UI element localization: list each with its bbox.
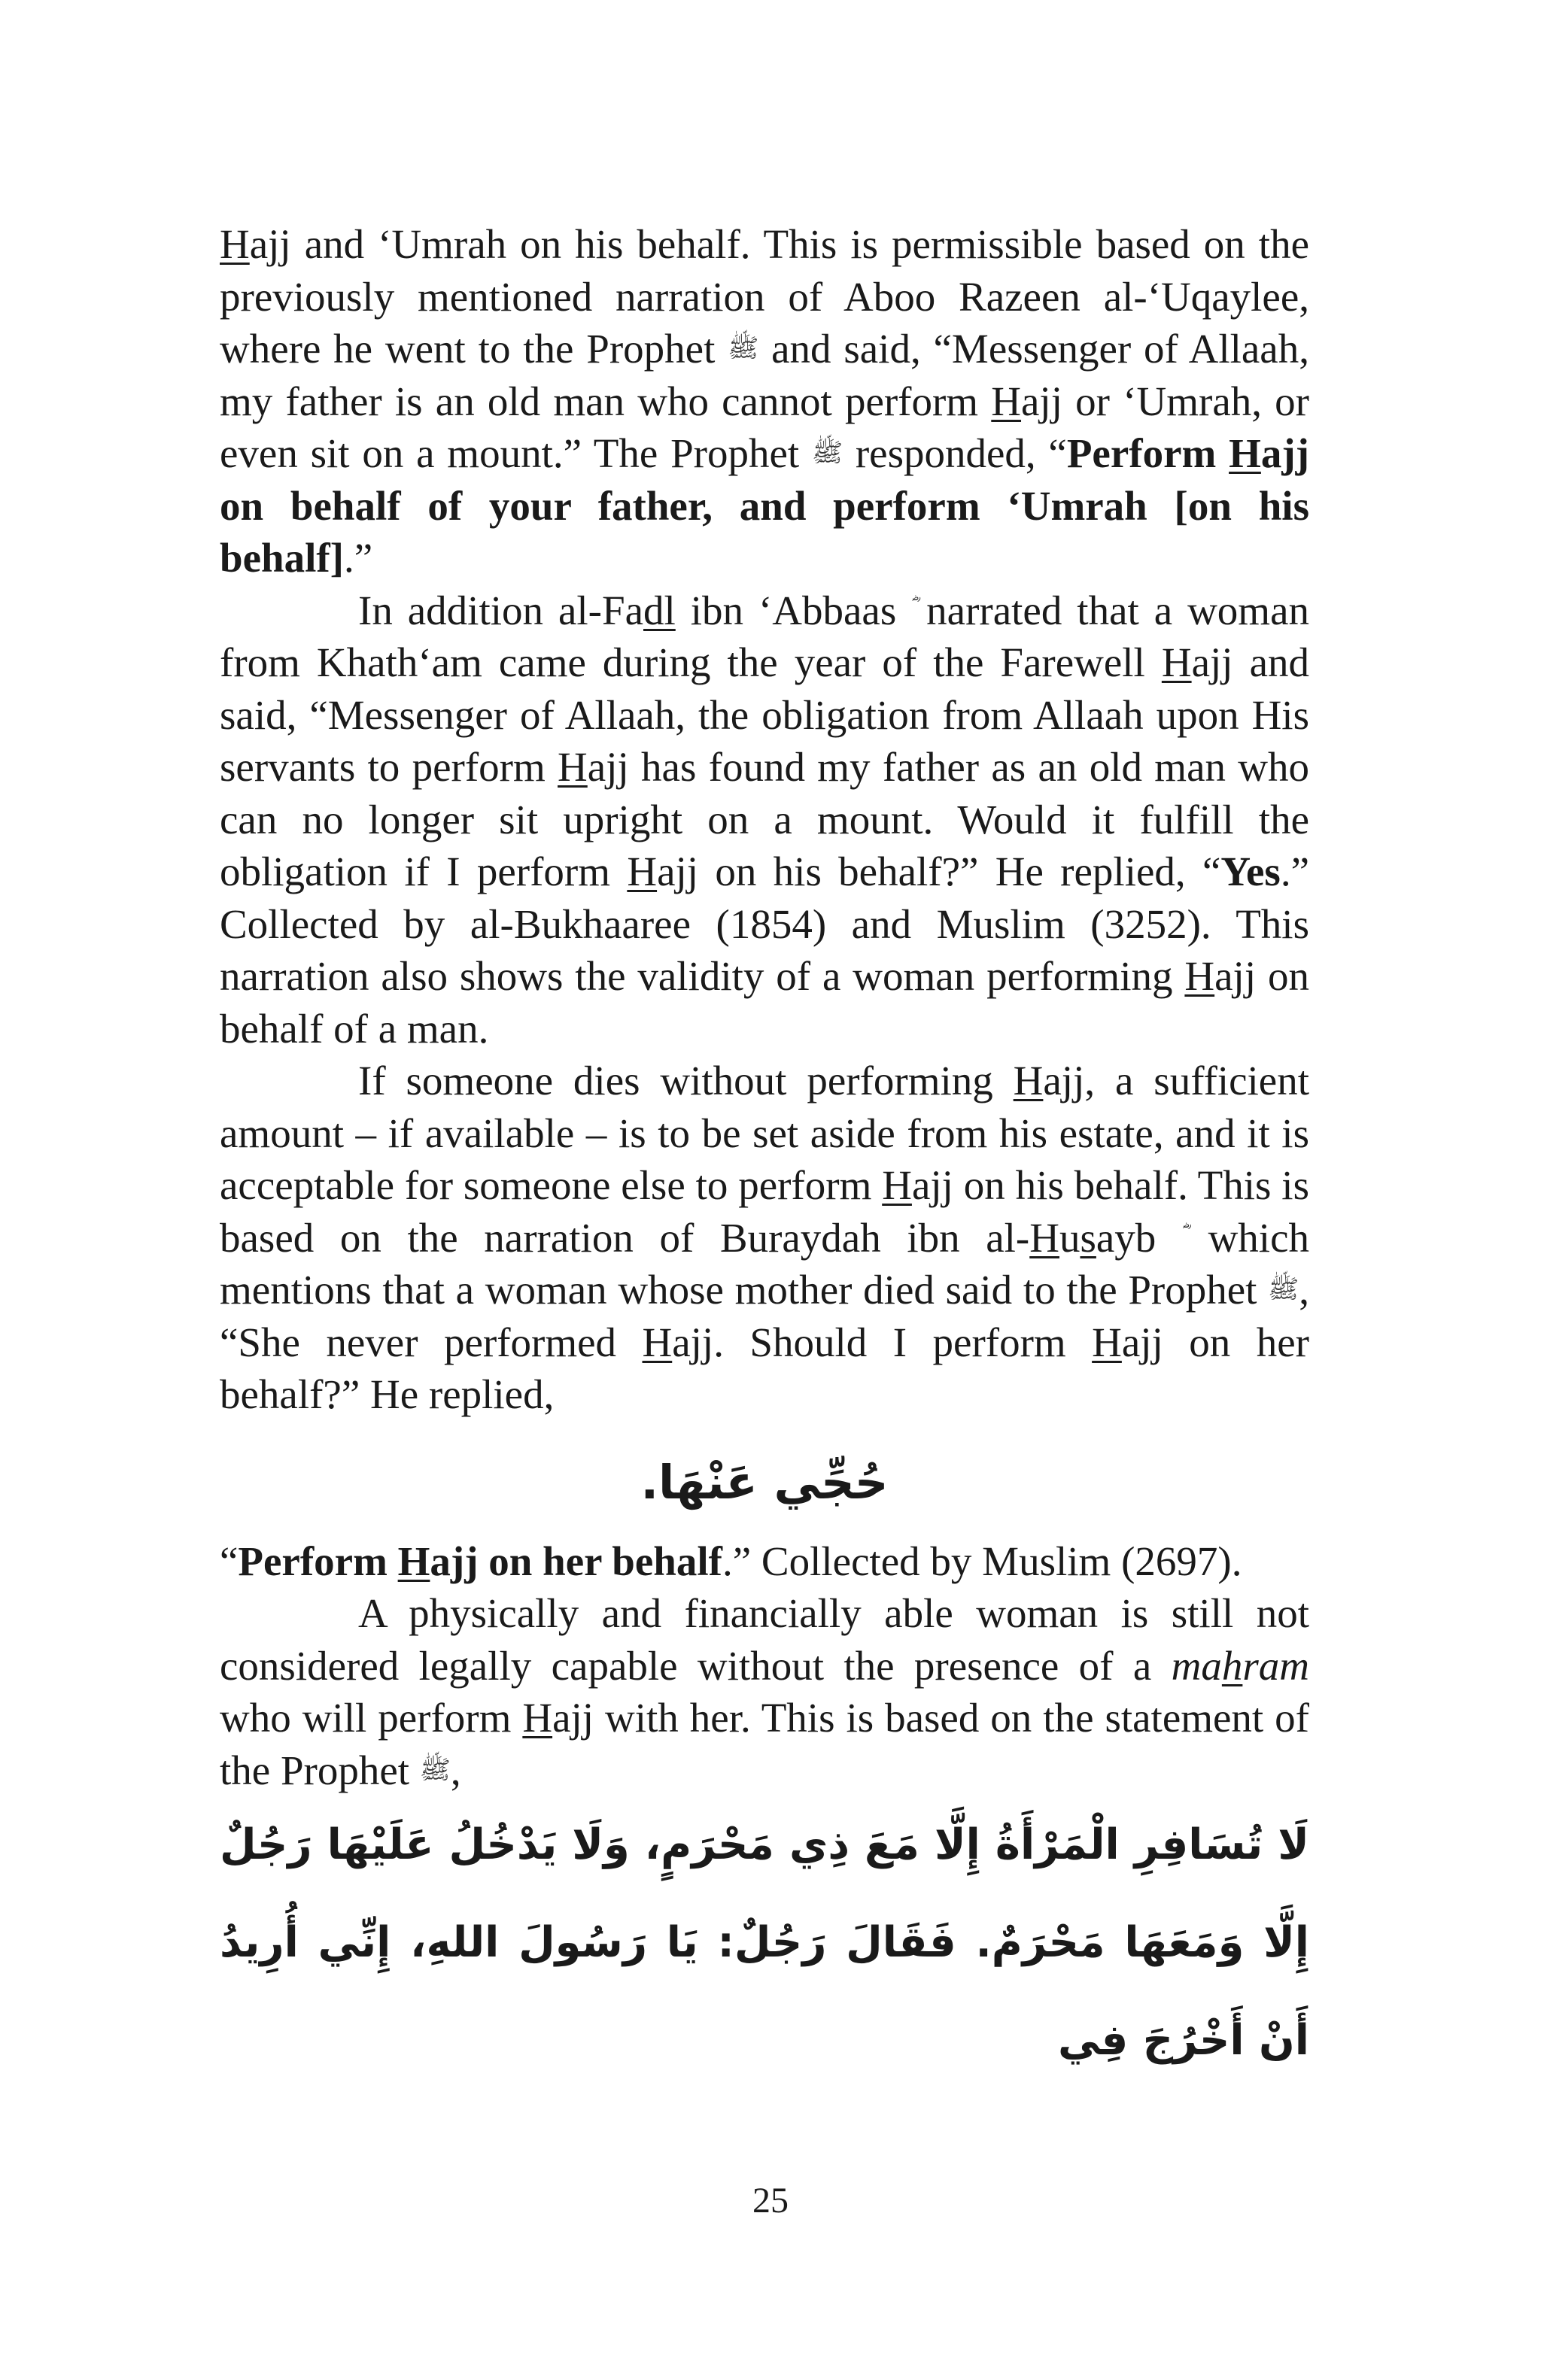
honorific-symbol: ﷺ <box>1268 1274 1299 1304</box>
underlined-run: H <box>642 1319 673 1365</box>
text-run: u <box>1059 1214 1081 1261</box>
underlined-run: H <box>627 848 658 894</box>
paragraph-5 <box>220 1587 1309 1796</box>
text-run: ajj has found my father as an old man who can no longer sit upright on a mount. Would it fulfill the obligation if I perform <box>220 744 1309 894</box>
text-run: ajj on her behalf?” He replied, <box>220 1319 1310 1417</box>
text-run: responded, “ <box>843 430 1067 476</box>
italic-run: ram <box>1242 1642 1309 1689</box>
text-run: which mentions that a woman whose mother died said to the Prophet <box>220 1214 1309 1313</box>
honorific-symbol: ﷺ <box>728 333 759 363</box>
italic-underlined-run: h <box>1221 1642 1243 1689</box>
underlined-run: H <box>1092 1319 1122 1365</box>
page-body <box>220 218 1309 2090</box>
bold-underlined-run: H <box>1229 430 1261 476</box>
text-run: .” Collected by Muslim (2697). <box>722 1538 1242 1584</box>
bold-run: Yes <box>1220 848 1281 894</box>
arabic-quote-hajji-anha: حُجِّي عَنْهَا. <box>640 1454 889 1510</box>
page-number: 25 <box>752 2181 789 2221</box>
text-run: ajj and said, “Messenger of Allaah, the obligation from Allaah upon His servants to perform <box>220 639 1309 790</box>
underlined-run: H <box>1029 1214 1059 1261</box>
underlined-run: H <box>1184 953 1215 999</box>
bold-run: Perform <box>1066 430 1229 476</box>
text-run: and said, “Messenger of Allaah, my father is an old man who cannot perform <box>220 326 1309 424</box>
paragraph-1 <box>220 218 1309 584</box>
honorific-symbol: ﷺ <box>419 1754 451 1785</box>
text-run: ajj with her. This is based on the statement of the Prophet <box>220 1695 1309 1793</box>
text-run: .” Collected by al-Bukhaaree (1854) and Muslim (3252). This narration also shows the validity of a woman performing <box>220 848 1309 999</box>
underlined-run: H <box>522 1695 553 1741</box>
text-run: If someone dies without performing <box>358 1058 1014 1103</box>
text-run: ayb <box>1096 1214 1182 1261</box>
underlined-run: H <box>991 378 1022 424</box>
text-run: , “She never performed <box>220 1267 1309 1365</box>
text-run: ajj on his behalf?” He replied, “ <box>657 848 1221 894</box>
text-run: , <box>450 1747 461 1793</box>
bold-run: ajj on behalf of your father, and perform ‘Umrah [on his behalf] <box>220 430 1309 581</box>
paragraph-3 <box>220 1055 1309 1421</box>
text-run: ajj on behalf of a man. <box>220 953 1309 1052</box>
text-run: ajj and ‘Umrah on his behalf. This is permissible based on the previously mentioned narration of Aboo Razeen al-‘Uqaylee, where he went to the Prophet <box>220 221 1309 372</box>
underlined-run: dl <box>643 587 676 633</box>
underlined-run: H <box>1013 1058 1044 1103</box>
text-run: who will perform <box>220 1695 523 1741</box>
text-run: In addition al-Fa <box>358 587 643 633</box>
text-run: “ <box>220 1538 239 1584</box>
bold-run: ajj on her behalf <box>430 1538 722 1584</box>
underlined-run: H <box>882 1162 912 1208</box>
underlined-run: H <box>558 744 588 790</box>
bold-run: Perform <box>238 1538 398 1584</box>
bold-underlined-run: H <box>397 1538 430 1584</box>
text-run: .” <box>344 535 373 581</box>
text-run: ajj or ‘Umrah, or even sit on a mount.” The Prophet <box>220 378 1309 476</box>
text-run: A physically and financially able woman is still not considered legally capable without the presence of a <box>220 1590 1309 1689</box>
text-run: narrated that a woman from Khath‘am came during the year of the Farewell <box>220 587 1310 685</box>
underlined-run: H <box>220 221 250 267</box>
text-run: ibn ‘Abbaas <box>675 587 912 633</box>
italic-run: ma <box>1171 1642 1222 1689</box>
paragraph-4 <box>220 1535 1309 1588</box>
text-run: ajj. Should I perform <box>672 1319 1093 1365</box>
text-run: ajj, a sufficient amount – if available – is to be set aside from his estate, and it is acceptable for someone else to perform <box>220 1058 1310 1208</box>
honorific-symbol: ﷺ <box>811 438 843 468</box>
arabic-quote-hadith: لَا تُسَافِرِ الْمَرْأَةُ إِلَّا مَعَ ذِي مَحْرَمٍ، وَلَا يَدْخُلُ عَلَيْهَا رَجُلٌ إِلَّا وَمَعَهَا مَحْرَمٌ. فَقَالَ رَجُلٌ: يَا رَسُولَ اللهِ، إِنِّي أُرِيدُ أَنْ أَخْرُجَ فِي <box>220 1820 1309 2065</box>
paragraph-2 <box>220 584 1309 1055</box>
underlined-run: s <box>1080 1214 1096 1261</box>
underlined-run: H <box>1161 639 1192 685</box>
text-run: ajj on his behalf. This is based on the narration of Buraydah ibn al- <box>220 1162 1309 1261</box>
